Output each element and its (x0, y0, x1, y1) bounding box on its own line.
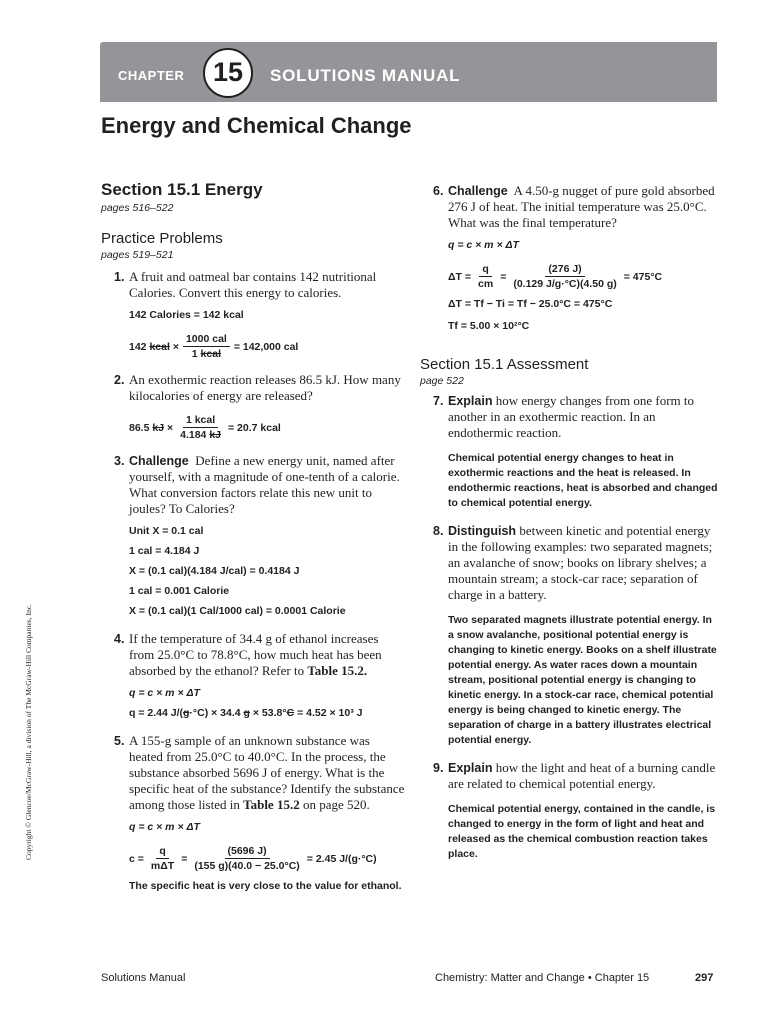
eq-part: q = 2.44 J/( (129, 707, 183, 719)
problem-number: 7. (433, 394, 444, 408)
fraction-denominator: mΔT (150, 860, 175, 872)
eq-operator: × (166, 421, 174, 434)
eq-value: 86.5 (129, 421, 150, 434)
fraction-numerator: q (479, 263, 491, 277)
problem-2 (101, 372, 406, 404)
eq-cancelled-unit: kJ (209, 429, 221, 441)
fraction-numerator: 1 kcal (183, 414, 218, 428)
eq-cancelled-unit: kcal (149, 340, 170, 353)
problem-number: 9. (433, 761, 444, 775)
eq-part: ΔT = (448, 270, 472, 283)
problem-text: A fruit and oatmeal bar contains 142 nutritional Calories. Convert this energy to calories. (129, 269, 377, 300)
problem-text: Define a new energy unit, named after yourself, with a magnitude of one-tenth of a calorie. What conversion factors relate this new unit to joules? To Calories? (129, 453, 400, 516)
equation (101, 414, 406, 441)
fraction-denominator: (155 g)(40.0 − 25.0°C) (194, 860, 300, 872)
equation (101, 845, 406, 872)
fraction-numerator: (5696 J) (225, 845, 270, 859)
left-column (101, 180, 406, 894)
problem-text: between kinetic and potential energy in the following examples: two separated magnets; an avalanche of snow; books on library shelves; a mountain stream; a stock-car race; separation of charge in a battery. (448, 523, 713, 602)
problem-text: An exothermic reaction releases 86.5 kJ. How many kilocalories of energy are released? (129, 372, 401, 403)
eq-result: = 20.7 kcal (228, 421, 281, 434)
section-pages: pages 516–522 (101, 202, 174, 214)
answer-line (101, 706, 406, 721)
problem-1 (101, 269, 406, 301)
problem-number: 6. (433, 184, 444, 198)
eq-part: × 53.8° (252, 707, 287, 719)
eq-operator: = (181, 852, 188, 865)
fraction (177, 414, 224, 441)
problem-5 (101, 733, 406, 813)
eq-cancelled-unit: kJ (152, 421, 165, 434)
answer-line: ΔT = Tf − Ti = Tf − 25.0°C = 475°C (448, 298, 613, 310)
page-title: Energy and Chemical Change (101, 113, 412, 138)
problem-number: 8. (433, 524, 444, 538)
problem-text: A 155-g sample of an unknown substance was heated from 25.0°C to 40.0°C. In the process, the substance absorbed 5696 J of energy. What is the specific heat of the substance? Identify the substance among those listed in (129, 733, 405, 812)
answer-line: 1 cal = 4.184 J (129, 545, 200, 557)
eq-part: ·°C) × 34.4 (189, 707, 241, 719)
assessment-heading: Section 15.1 Assessment (420, 356, 589, 373)
answer-line: 1 cal = 0.001 Calorie (129, 585, 230, 597)
eq-cancelled-unit: g (183, 707, 190, 719)
table-reference: Table 15.2 (243, 797, 300, 812)
equation (420, 263, 720, 290)
section-heading: Section 15.1 Energy (101, 180, 263, 199)
answer-line: X = (0.1 cal)(1 Cal/1000 cal) = 0.0001 Calorie (129, 605, 346, 617)
eq-result: = 142,000 cal (233, 340, 299, 353)
eq-result: = 4.52 × 10³ J (297, 707, 363, 719)
practice-pages: pages 519–521 (101, 249, 174, 261)
footer-left: Solutions Manual (101, 972, 186, 984)
fraction (510, 263, 619, 290)
problem-text: how energy changes from one form to another in an exothermic reaction. In an endothermic reaction. (448, 393, 695, 440)
answer-line: Unit X = 0.1 cal (129, 525, 204, 537)
problem-keyword: Challenge (129, 454, 189, 468)
eq-part: c = (129, 852, 144, 865)
fraction-denominator (189, 347, 224, 360)
problem-keyword: Explain (448, 761, 493, 775)
fraction-denominator (177, 428, 224, 441)
fraction-denominator-value: 4.184 (180, 429, 207, 441)
eq-cancelled-unit: C (286, 707, 295, 719)
answer-line: Tf = 5.00 × 10²°C (448, 320, 530, 332)
footer-right: Chemistry: Matter and Change • Chapter 15 (435, 972, 650, 984)
problem-number: 1. (114, 270, 125, 284)
answer-text: Chemical potential energy, contained in the candle, is changed to energy in the form of light and heat and released as the chemical combustion reaction takes place. (448, 803, 716, 860)
fraction (183, 333, 230, 360)
chapter-header-band (100, 42, 717, 102)
chapter-number-badge: 15 (203, 48, 253, 98)
equation (101, 333, 406, 360)
fraction-denominator: cm (478, 278, 494, 290)
eq-operator: = (500, 270, 507, 283)
fraction (475, 263, 496, 290)
eq-result: = 2.45 J/(g·°C) (306, 852, 377, 865)
eq-cancelled-unit: g (243, 707, 250, 719)
answer-text: Two separated magnets illustrate potential energy. In a snow avalanche, positional potential energy is changing to kinetic energy. Books on a shelf illustrate potential energy. As water races down a mountain stream, positional potential energy is changing to kinetic energy. In a stock-car race, chemical potential energy is being changed to kinetic energy. The separation of charge in a battery illustrates electrical potential energy. (448, 614, 717, 746)
right-column (420, 180, 720, 862)
problem-6 (420, 183, 720, 231)
assessment-pages: page 522 (420, 375, 464, 387)
page-number: 297 (695, 972, 714, 984)
fraction (148, 845, 177, 872)
table-reference: Table 15.2. (307, 663, 368, 678)
fraction-numerator: (276 J) (545, 263, 584, 277)
problem-text: on page 520. (302, 797, 370, 812)
problem-keyword: Explain (448, 394, 493, 408)
problem-number: 4. (114, 632, 125, 646)
answer-line: 142 Calories = 142 kcal (129, 309, 244, 321)
fraction-denominator-value: 1 (191, 348, 198, 360)
problem-keyword: Challenge (448, 184, 508, 198)
problem-4 (101, 631, 406, 679)
fraction (191, 845, 302, 872)
problem-number: 5. (114, 734, 125, 748)
answer-text: Chemical potential energy changes to heat in exothermic reactions and the heat is released. In endothermic reactions, heat is absorbed and changed to chemical potential energy. (448, 452, 718, 509)
eq-result: = 475°C (623, 270, 663, 283)
eq-operator: × (172, 340, 179, 353)
eq-cancelled-unit: kcal (200, 348, 221, 360)
problem-9 (420, 760, 720, 792)
problem-text: If the temperature of 34.4 g of ethanol increases from 25.0°C to 78.8°C, how much heat has been absorbed by the ethanol? Refer to (129, 631, 382, 678)
problem-3 (101, 453, 406, 517)
practice-heading: Practice Problems (101, 230, 223, 247)
fraction-numerator: q (156, 845, 168, 859)
problem-7 (420, 393, 720, 441)
answer-line: q = c × m × ΔT (129, 821, 200, 833)
problem-text: how the light and heat of a burning candle are related to chemical potential energy. (448, 760, 716, 791)
answer-line: X = (0.1 cal)(4.184 J/cal) = 0.4184 J (129, 565, 300, 577)
answer-line: q = c × m × ΔT (129, 687, 200, 699)
eq-value: 142 (129, 340, 147, 353)
copyright-notice: Copyright © Glencoe/McGraw-Hill, a division of The McGraw-Hill Companies, Inc. (24, 604, 33, 860)
problem-number: 2. (114, 373, 125, 387)
chapter-label: CHAPTER (118, 68, 185, 83)
problem-keyword: Distinguish (448, 524, 517, 538)
fraction-numerator: 1000 cal (183, 333, 230, 347)
answer-line: q = c × m × ΔT (448, 239, 519, 251)
problem-number: 3. (114, 454, 125, 468)
problem-8 (420, 523, 720, 603)
answer-line: The specific heat is very close to the value for ethanol. (129, 880, 402, 892)
header-title: SOLUTIONS MANUAL (270, 66, 461, 85)
problem-text: A 4.50-g nugget of pure gold absorbed 276 J of heat. The initial temperature was 25.0°C. What was the final temperature? (448, 183, 715, 230)
fraction-denominator: (0.129 J/g·°C)(4.50 g) (513, 278, 617, 290)
